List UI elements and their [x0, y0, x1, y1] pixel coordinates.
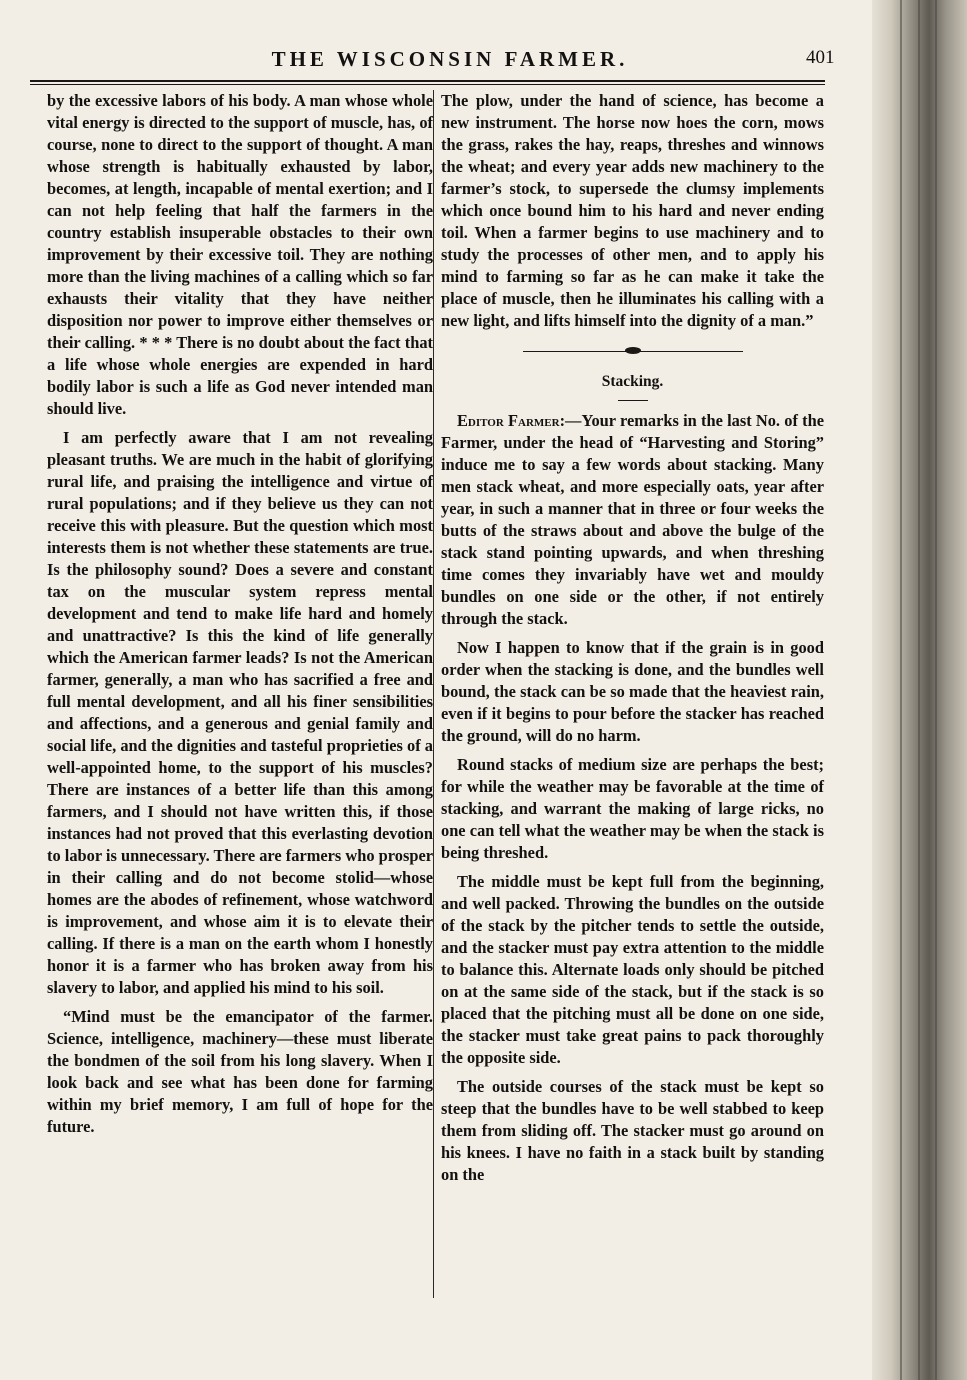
section-title: Stacking. [601, 373, 664, 390]
section-separator [441, 341, 824, 371]
article-paragraph: The outside courses of the stack must be kept so steep that the bundles have to be well stabbed to keep them from sliding off. The stacker must go around on his knees. I have no faith in a stack built by standing on the [441, 1077, 824, 1184]
article-paragraph [441, 410, 824, 630]
left-paragraph: “Mind must be the emancipator of the farmer. Science, intelligence, machinery—these must liberate the bondmen of the soil from his long slavery. When I look back and see what has been done for farming within my brief memory, I am full of hope for the future. [47, 1007, 433, 1136]
right-top-paragraph: The plow, under the hand of science, has become a new instrument. The horse now hoes the corn, mows the grass, rakes the hay, reaps, threshes and winnows the wheat; and every year adds new machinery to the farmer’s stock, to supersede the clumsy implements which once bound him to his hard and never ending toil. When a farmer begins to use machinery and to study the processes of other men, and to apply his mind to farming so far as he can make it take the place of muscle, then he illuminates his calling with a new light, and lifts himself into the dignity of a man.” [441, 91, 824, 330]
article-paragraph: Round stacks of medium size are perhaps the best; for while the weather may be favorable at the time of stacking, and warrant the making of large ricks, no one can tell what the weather may be when the stack is being threshed. [441, 755, 824, 862]
article-paragraph: Now I happen to know that if the grain is in good order when the stacking is done, and the bundles well bound, the stack can be so made that the heaviest rain, even if it begins to pour before the stacker has reached the ground, will do no harm. [441, 638, 824, 745]
header-rule-thick [30, 80, 825, 82]
title-underline [618, 400, 648, 401]
binding-crease [935, 0, 937, 1380]
left-paragraph: by the excessive labors of his body. A man whose whole vital energy is directed to the support of muscle, has, of course, none to direct to the support of thought. A man whose strength is habitually exhausted by labor, becomes, at length, incapable of mental exertion; and I can not help feeling that half the farmers in the country establish insuperable obstacles to their own improvement by their excessive toil. They are nothing more than the living machines of a calling which so far exhausts their vitality that they have neither disposition nor power to improve either themselves or their calling. * * * There is no doubt about the fact that a life whose whole energies are expended in hard bodily labor is such a life as God never intended man should live. [47, 91, 433, 418]
binding-crease [918, 0, 920, 1380]
salutation-body: :—Your remarks in the last No. of the Farmer, under the head of “Harvesting and Storing” induce me to say a few words about stacking. Many men stack wheat, and more especially oats, year after year, in such a manner that in three or four weeks the butts of the straws about and above the bulge of the stack stand pointing upwards, and when threshing time comes they invariably have wet and mouldy bundles on one side or the other, if not entirely through the stack. [441, 411, 824, 628]
salutation: Editor Farmer [457, 411, 560, 430]
left-column [47, 90, 433, 1138]
page-number: 401 [806, 47, 835, 68]
publication-title: THE WISCONSIN FARMER. [271, 47, 629, 71]
book-binding-edge [872, 0, 967, 1380]
article-paragraph: The middle must be kept full from the beginning, and well packed. Throwing the bundles on the outside of the stack by the pitcher tends to settle the outside, and the stacker must pay extra attention to the middle to balance this. Alternate loads only should be pitched on at the same side of the stack, but if the stack is so placed that the pitching must all be done on one side, the stacker must take great pains to pack thoroughly the opposite side. [441, 872, 824, 1067]
column-divider [433, 90, 434, 1298]
header-rule-thin [30, 84, 825, 85]
right-column [441, 90, 824, 1186]
left-paragraph: I am perfectly aware that I am not revealing pleasant truths. We are much in the habit of glorifying rural life, and praising the intelligence and virtue of rural populations; and if they believe us they can not receive this with pleasure. But the question which most interests them is not whether these statements are true. Is the philosophy sound? Does a severe and constant tax on the muscular system repress mental development and tend to make life hard and homely and unattractive? Is this the kind of life generally which the American farmer leads? Is not the American farmer, generally, a man who has sacrified a free and full mental development, and all his finer sensibilities and affections, and a generous and genial family and social life, and the dignities and tasteful proprieties of a well-appointed home, to the support of his muscles? There are instances of a better life than this among farmers, and I should not have written this, if those instances had not proved that this everlasting devotion to labor is unnecessary. There are farmers who prosper in their calling and do not become stolid—whose homes are the abodes of refinement, whose watchword is improvement, and whose aim it is to elevate their calling. If there is a man on the earth whom I honestly honor it is a farmer who has broken away from his slavery to labor, and applied his mind to his soil. [47, 428, 433, 997]
separator-ornament [625, 347, 641, 354]
page-header [30, 44, 840, 76]
binding-crease [900, 0, 902, 1380]
